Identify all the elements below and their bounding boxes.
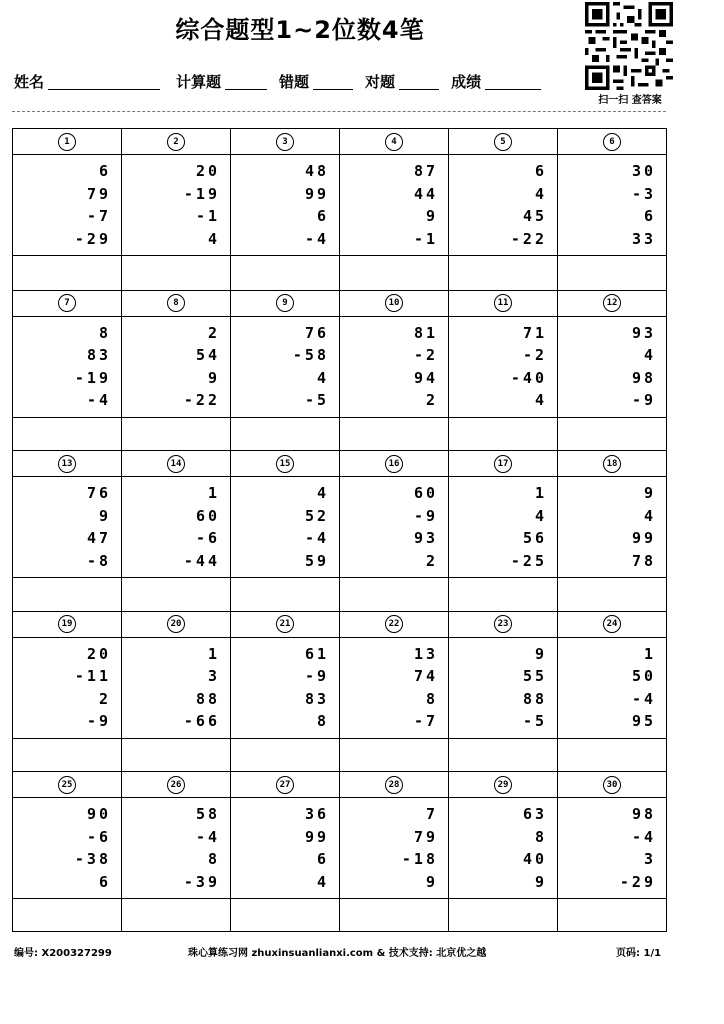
problem-number: 29 xyxy=(494,776,512,794)
problem-values xyxy=(13,638,121,739)
problem-value: 1 xyxy=(207,484,220,502)
problem-number: 23 xyxy=(494,615,512,633)
problem-card xyxy=(230,129,339,290)
problem-value: 83 xyxy=(86,346,111,364)
problem-value: 98 xyxy=(631,805,656,823)
problem-values xyxy=(558,317,666,418)
problem-values xyxy=(449,798,557,899)
problem-header xyxy=(13,612,121,638)
problem-value: -22 xyxy=(183,391,220,409)
problem-header xyxy=(122,291,230,317)
problem-number: 11 xyxy=(494,294,512,312)
problem-card xyxy=(339,451,448,611)
problem-value: 4 xyxy=(316,484,329,502)
cut-line xyxy=(12,111,666,112)
problem-number: 8 xyxy=(167,294,185,312)
problem-card xyxy=(339,291,448,451)
problem-header xyxy=(558,129,666,155)
problem-values xyxy=(13,477,121,578)
problem-value: 63 xyxy=(522,805,547,823)
problem-value: -29 xyxy=(74,229,111,248)
problem-header xyxy=(449,129,557,155)
problem-card xyxy=(448,772,557,932)
problem-header xyxy=(558,772,666,798)
problem-header xyxy=(122,612,230,638)
problem-value: 1 xyxy=(207,644,220,663)
problem-value: 99 xyxy=(304,827,329,846)
problem-header xyxy=(449,451,557,477)
problem-value: 40 xyxy=(522,850,547,868)
answer-box[interactable] xyxy=(231,739,339,772)
problem-header xyxy=(13,772,121,798)
problem-number: 9 xyxy=(276,294,294,312)
problem-value: 33 xyxy=(631,229,656,248)
problem-values xyxy=(231,638,339,739)
answer-box[interactable] xyxy=(340,256,448,290)
problem-header xyxy=(231,451,339,477)
answer-box[interactable] xyxy=(13,256,121,290)
problem-number: 5 xyxy=(494,133,512,151)
problem-value: 76 xyxy=(86,484,111,502)
problem-number: 4 xyxy=(385,133,403,151)
right-field[interactable] xyxy=(399,71,439,90)
problem-card xyxy=(339,129,448,290)
answer-box[interactable] xyxy=(231,578,339,611)
problem-value: 90 xyxy=(86,805,111,823)
problem-value: -22 xyxy=(510,229,547,248)
problem-values xyxy=(558,638,666,739)
problem-row xyxy=(13,771,666,932)
problem-values xyxy=(231,317,339,418)
problem-values xyxy=(340,477,448,578)
problem-value: -7 xyxy=(86,207,111,225)
problem-value: -7 xyxy=(413,712,438,730)
problem-values xyxy=(13,317,121,418)
problem-value: 74 xyxy=(413,667,438,685)
problem-card xyxy=(230,291,339,451)
problem-values xyxy=(449,638,557,739)
problem-number: 24 xyxy=(603,615,621,633)
problem-value: 4 xyxy=(534,391,547,409)
problem-value: 36 xyxy=(304,805,329,823)
problem-value: 3 xyxy=(643,850,656,868)
problem-values xyxy=(449,155,557,256)
problem-value: 2 xyxy=(98,689,111,708)
problem-number: 28 xyxy=(385,776,403,794)
problem-value: -4 xyxy=(86,391,111,409)
wrong-field[interactable] xyxy=(313,71,353,90)
answer-box[interactable] xyxy=(122,578,230,611)
problem-number: 1 xyxy=(58,133,76,151)
problem-value: -4 xyxy=(304,529,329,547)
problem-value: -6 xyxy=(195,529,220,547)
problem-value: -2 xyxy=(522,346,547,364)
problem-card xyxy=(13,772,121,932)
problem-number: 26 xyxy=(167,776,185,794)
problem-values xyxy=(340,638,448,739)
problem-card xyxy=(448,612,557,772)
problem-value: 7 xyxy=(425,805,438,823)
problem-number: 3 xyxy=(276,133,294,151)
problem-header xyxy=(340,451,448,477)
problem-value: -11 xyxy=(74,667,111,685)
problem-value: 76 xyxy=(304,323,329,342)
problem-value: 2 xyxy=(207,323,220,342)
problem-values xyxy=(231,477,339,578)
problem-value: 6 xyxy=(316,850,329,868)
problem-value: 94 xyxy=(413,368,438,387)
answer-box[interactable] xyxy=(13,418,121,451)
problem-values xyxy=(13,798,121,899)
answer-box[interactable] xyxy=(13,739,121,772)
problem-values xyxy=(449,477,557,578)
answer-box[interactable] xyxy=(558,899,666,932)
problem-header xyxy=(122,451,230,477)
problem-value: 9 xyxy=(534,872,547,891)
footer-page: 页码: 1/1 xyxy=(616,948,662,959)
student-info-row xyxy=(14,66,574,92)
problem-value: 60 xyxy=(195,506,220,525)
problem-value: 1 xyxy=(643,644,656,663)
problem-value: -4 xyxy=(631,689,656,708)
problem-card xyxy=(121,291,230,451)
problem-values xyxy=(122,638,230,739)
problem-values xyxy=(340,317,448,418)
problem-value: 79 xyxy=(413,827,438,846)
problem-value: 88 xyxy=(195,689,220,708)
problem-values xyxy=(340,798,448,899)
problem-value: 4 xyxy=(643,346,656,364)
score-label: 成绩 xyxy=(451,73,482,91)
problem-row xyxy=(13,290,666,451)
answer-box[interactable] xyxy=(231,899,339,932)
problem-value: -19 xyxy=(74,368,111,387)
problem-number: 27 xyxy=(276,776,294,794)
problem-card xyxy=(230,772,339,932)
score-field[interactable] xyxy=(485,71,541,90)
problem-value: 59 xyxy=(304,551,329,570)
problem-header xyxy=(231,291,339,317)
problem-value: 8 xyxy=(316,712,329,730)
answer-box[interactable] xyxy=(340,899,448,932)
problem-value: 2 xyxy=(425,551,438,570)
problem-number: 7 xyxy=(58,294,76,312)
answer-box[interactable] xyxy=(449,418,557,451)
count-label: 计算题 xyxy=(176,73,222,91)
problem-number: 15 xyxy=(276,455,294,473)
problem-header xyxy=(558,612,666,638)
answer-box[interactable] xyxy=(449,256,557,290)
answer-box[interactable] xyxy=(13,899,121,932)
problem-value: -2 xyxy=(413,346,438,364)
problem-card xyxy=(557,451,666,611)
problem-value: -9 xyxy=(304,667,329,685)
problem-value: 3 xyxy=(207,667,220,685)
problem-card xyxy=(13,451,121,611)
problem-value: 9 xyxy=(643,484,656,502)
problem-value: 54 xyxy=(195,346,220,364)
problem-value: 44 xyxy=(413,184,438,203)
problem-value: -6 xyxy=(86,827,111,846)
problem-card xyxy=(557,772,666,932)
problem-value: 93 xyxy=(631,323,656,342)
problem-value: 8 xyxy=(98,323,111,342)
problem-header xyxy=(122,772,230,798)
problem-header xyxy=(340,612,448,638)
problem-value: 8 xyxy=(207,850,220,868)
problem-value: -8 xyxy=(86,551,111,570)
footer-code: 编号: X200327299 xyxy=(14,948,112,959)
problem-value: 4 xyxy=(643,506,656,525)
problem-row xyxy=(13,129,666,290)
problem-number: 13 xyxy=(58,455,76,473)
answer-box[interactable] xyxy=(558,418,666,451)
problem-value: -9 xyxy=(86,712,111,730)
wrong-label: 错题 xyxy=(279,73,310,91)
problem-values xyxy=(449,317,557,418)
problem-values xyxy=(558,477,666,578)
problem-header xyxy=(13,451,121,477)
problem-number: 2 xyxy=(167,133,185,151)
problem-card xyxy=(121,451,230,611)
problem-values xyxy=(558,798,666,899)
problem-values xyxy=(122,155,230,256)
answer-box[interactable] xyxy=(558,739,666,772)
problem-value: 9 xyxy=(425,207,438,225)
problem-number: 21 xyxy=(276,615,294,633)
answer-box[interactable] xyxy=(13,578,121,611)
problem-value: 8 xyxy=(534,827,547,846)
problem-value: -1 xyxy=(413,229,438,248)
problem-value: 6 xyxy=(643,207,656,225)
problem-value: 79 xyxy=(86,184,111,203)
answer-box[interactable] xyxy=(122,256,230,290)
problem-values xyxy=(122,317,230,418)
problem-number: 6 xyxy=(603,133,621,151)
problem-header xyxy=(13,291,121,317)
problem-card xyxy=(557,291,666,451)
problem-value: -29 xyxy=(619,872,656,891)
problem-header xyxy=(122,129,230,155)
problem-value: 55 xyxy=(522,667,547,685)
problem-value: -9 xyxy=(631,391,656,409)
problem-number: 17 xyxy=(494,455,512,473)
problem-value: 99 xyxy=(631,529,656,547)
footer-site: 珠心算练习网 zhuxinsuanlianxi.com & 技术支持: 北京优之越 xyxy=(188,948,487,959)
problem-value: 58 xyxy=(195,805,220,823)
problem-value: 87 xyxy=(413,162,438,180)
problem-value: 61 xyxy=(304,644,329,663)
answer-box[interactable] xyxy=(558,256,666,290)
problem-value: 30 xyxy=(631,162,656,180)
problem-card xyxy=(121,612,230,772)
problem-value: 6 xyxy=(316,207,329,225)
problem-card xyxy=(448,451,557,611)
problem-header xyxy=(558,451,666,477)
problem-number: 20 xyxy=(167,615,185,633)
problem-card xyxy=(448,291,557,451)
problem-value: -3 xyxy=(631,184,656,203)
problem-value: -4 xyxy=(195,827,220,846)
problem-header xyxy=(449,772,557,798)
problem-values xyxy=(340,155,448,256)
problem-value: 2 xyxy=(425,391,438,409)
count-field[interactable] xyxy=(225,71,267,90)
answer-box[interactable] xyxy=(231,256,339,290)
problem-value: 20 xyxy=(195,162,220,180)
problem-card xyxy=(448,129,557,290)
problem-header xyxy=(558,291,666,317)
problem-value: 4 xyxy=(207,229,220,248)
problem-value: -66 xyxy=(183,712,220,730)
right-label: 对题 xyxy=(365,73,396,91)
problem-card xyxy=(230,451,339,611)
problem-header xyxy=(13,129,121,155)
answer-box[interactable] xyxy=(231,418,339,451)
problem-card xyxy=(13,612,121,772)
problem-value: 13 xyxy=(413,644,438,663)
problem-value: 4 xyxy=(534,506,547,525)
problem-value: -5 xyxy=(304,391,329,409)
problem-value: -44 xyxy=(183,551,220,570)
problem-header xyxy=(449,291,557,317)
problem-header xyxy=(340,291,448,317)
problem-value: 56 xyxy=(522,529,547,547)
problem-number: 14 xyxy=(167,455,185,473)
problem-value: -39 xyxy=(183,872,220,891)
problem-value: 81 xyxy=(413,323,438,342)
problem-card xyxy=(13,129,121,290)
problem-value: 8 xyxy=(425,689,438,708)
problem-number: 22 xyxy=(385,615,403,633)
name-label: 姓名 xyxy=(14,73,45,91)
problem-card xyxy=(557,129,666,290)
problem-value: -25 xyxy=(510,551,547,570)
answer-box[interactable] xyxy=(340,578,448,611)
answer-box[interactable] xyxy=(449,899,557,932)
problem-number: 19 xyxy=(58,615,76,633)
problem-value: 78 xyxy=(631,551,656,570)
answer-box[interactable] xyxy=(122,739,230,772)
problem-value: 4 xyxy=(534,184,547,203)
problem-value: 93 xyxy=(413,529,438,547)
problem-card xyxy=(230,612,339,772)
answer-box[interactable] xyxy=(122,899,230,932)
page-title: 综合题型1~2位数4笔 xyxy=(175,16,425,44)
problem-value: -4 xyxy=(304,229,329,248)
problem-value: 95 xyxy=(631,712,656,730)
problem-values xyxy=(13,155,121,256)
problem-value: 83 xyxy=(304,689,329,708)
problem-value: -40 xyxy=(510,368,547,387)
answer-box[interactable] xyxy=(340,418,448,451)
problem-value: 9 xyxy=(534,644,547,663)
answer-box[interactable] xyxy=(558,578,666,611)
problem-value: 99 xyxy=(304,184,329,203)
problem-header xyxy=(340,772,448,798)
problem-header xyxy=(449,612,557,638)
problem-value: 9 xyxy=(207,368,220,387)
problem-header xyxy=(231,129,339,155)
problem-value: 45 xyxy=(522,207,547,225)
problem-value: -9 xyxy=(413,506,438,525)
problem-card xyxy=(121,772,230,932)
problem-value: 47 xyxy=(86,529,111,547)
problem-value: -4 xyxy=(631,827,656,846)
problem-row xyxy=(13,611,666,772)
qr-label: 扫一扫 查答案 xyxy=(598,95,662,106)
problem-value: 60 xyxy=(413,484,438,502)
problem-value: 20 xyxy=(86,644,111,663)
problem-values xyxy=(122,798,230,899)
qr-code xyxy=(585,2,673,90)
problem-card xyxy=(557,612,666,772)
answer-box[interactable] xyxy=(122,418,230,451)
problem-value: 88 xyxy=(522,689,547,708)
problem-number: 18 xyxy=(603,455,621,473)
problem-number: 10 xyxy=(385,294,403,312)
problem-value: -1 xyxy=(195,207,220,225)
problem-number: 25 xyxy=(58,776,76,794)
problem-value: -38 xyxy=(74,850,111,868)
problem-value: -18 xyxy=(401,850,438,868)
problem-value: -58 xyxy=(292,346,329,364)
problem-value: 4 xyxy=(316,368,329,387)
problem-header xyxy=(231,772,339,798)
problem-value: 6 xyxy=(98,162,111,180)
problem-value: 98 xyxy=(631,368,656,387)
problem-value: 6 xyxy=(98,872,111,891)
problem-values xyxy=(558,155,666,256)
problem-number: 12 xyxy=(603,294,621,312)
problem-value: 9 xyxy=(425,872,438,891)
problem-value: -5 xyxy=(522,712,547,730)
problem-header xyxy=(340,129,448,155)
problem-number: 16 xyxy=(385,455,403,473)
problem-value: -19 xyxy=(183,184,220,203)
problem-card xyxy=(339,772,448,932)
problem-card xyxy=(13,291,121,451)
problem-values xyxy=(231,798,339,899)
problem-value: 71 xyxy=(522,323,547,342)
name-field[interactable] xyxy=(48,71,160,90)
answer-box[interactable] xyxy=(449,739,557,772)
problem-value: 4 xyxy=(316,872,329,891)
problem-value: 48 xyxy=(304,162,329,180)
problem-values xyxy=(231,155,339,256)
problem-card xyxy=(339,612,448,772)
problem-value: 1 xyxy=(534,484,547,502)
problem-number: 30 xyxy=(603,776,621,794)
problem-value: 9 xyxy=(98,506,111,525)
problem-header xyxy=(231,612,339,638)
problem-value: 50 xyxy=(631,667,656,685)
problem-values xyxy=(122,477,230,578)
answer-box[interactable] xyxy=(449,578,557,611)
problem-value: 6 xyxy=(534,162,547,180)
problem-grid xyxy=(12,128,667,932)
problem-card xyxy=(121,129,230,290)
answer-box[interactable] xyxy=(340,739,448,772)
problem-value: 52 xyxy=(304,506,329,525)
problem-row xyxy=(13,450,666,611)
